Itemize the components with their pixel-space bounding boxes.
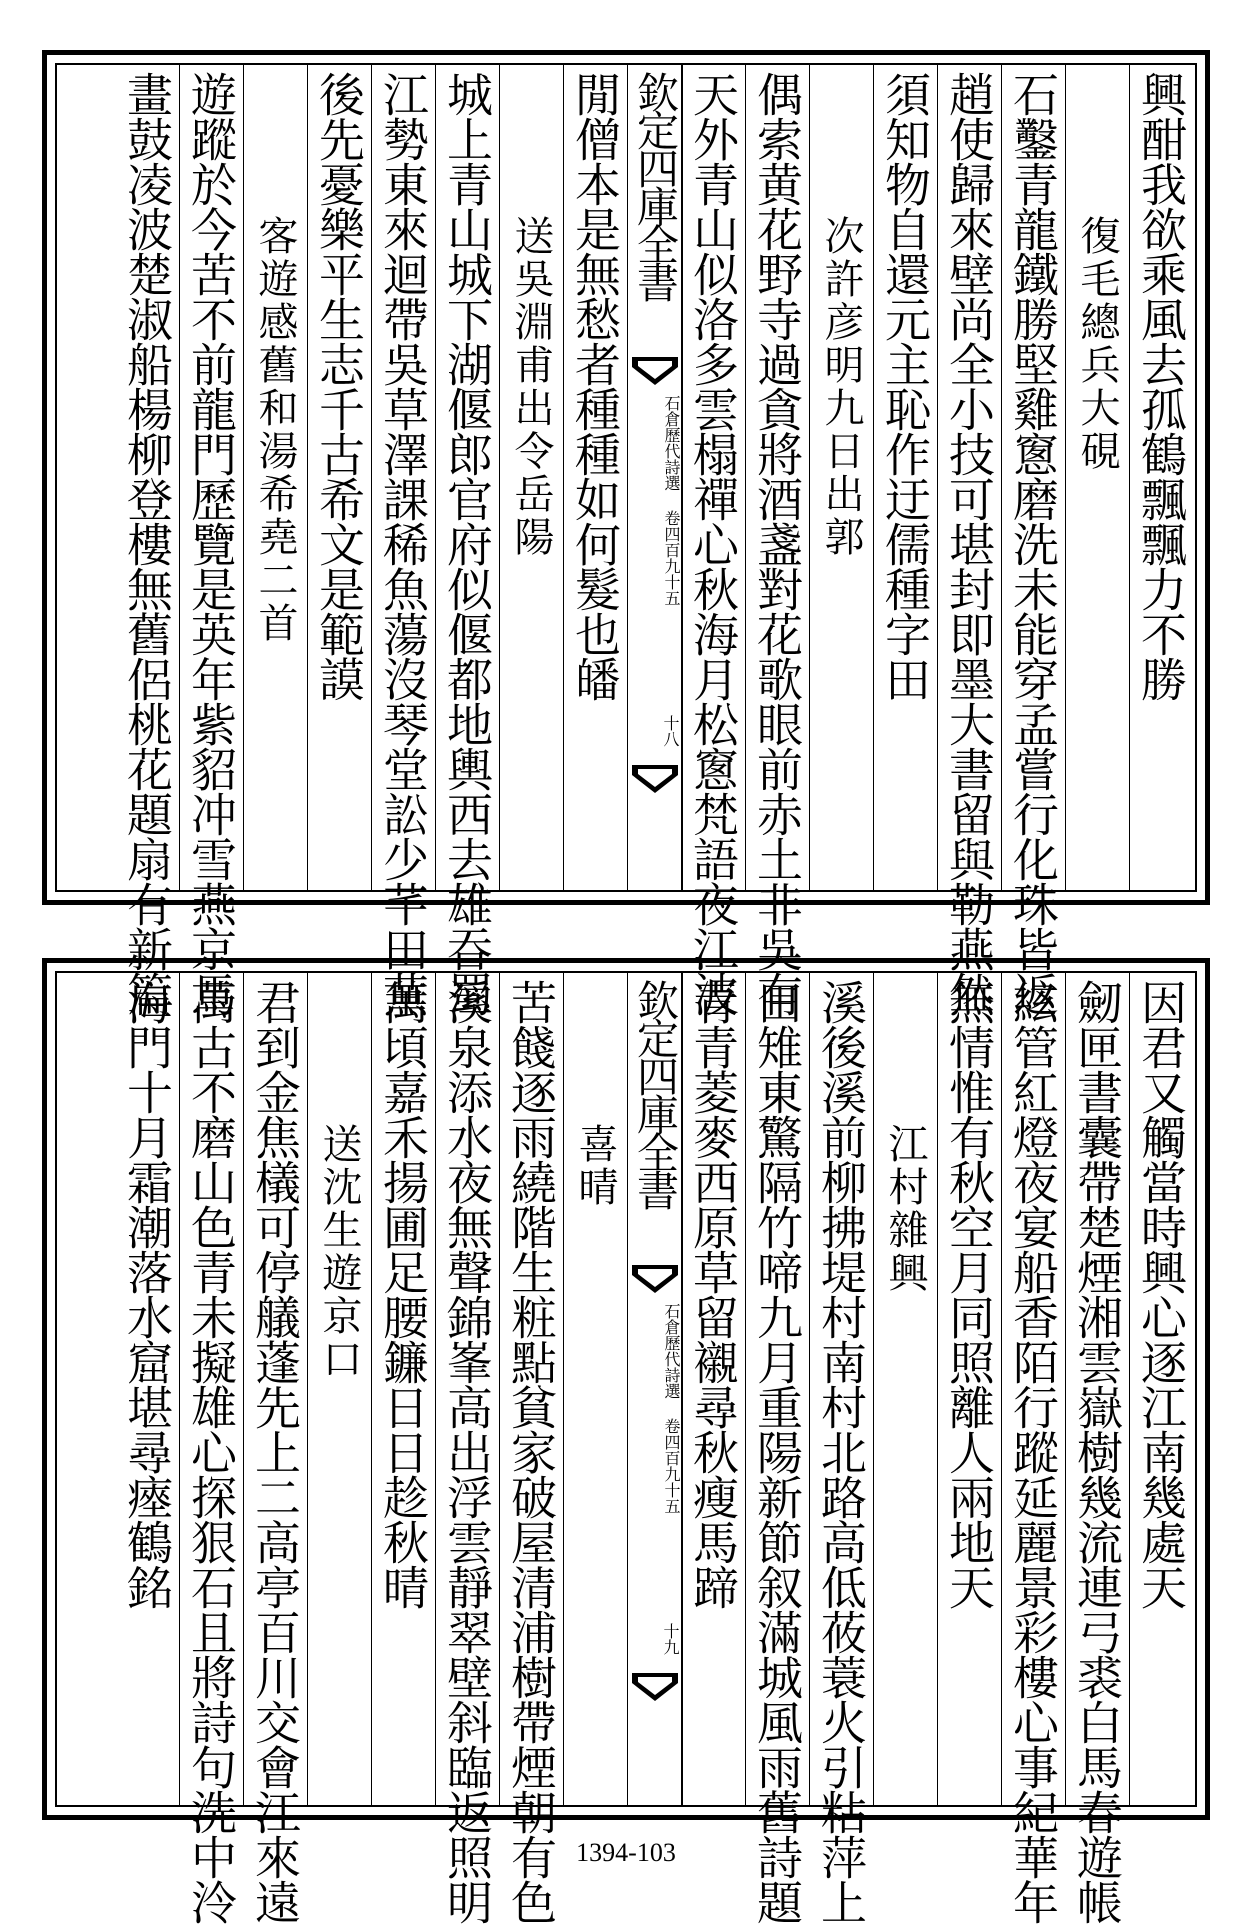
top-page-right-column [1001,65,1065,1016]
poem-title: 客遊感舊和湯希堯二首 [252,215,298,645]
poem-line: 江勢東來迴帶吳草澤課稀魚蕩沒琴堂訟少芊田蕪 [376,71,430,1016]
top-page-right-column [1065,65,1129,890]
top-page-left-column [243,65,307,890]
poem-title: 江村雜興 [882,1123,928,1295]
top-page [42,50,1210,1016]
poem-line: 溪後溪前柳拂堤村南村北路高低莜蓑火引粘萍上 [814,979,868,1924]
poem-line: 天外青山似洛多雲榻禪心秋海月松窻梵語夜江波 [686,71,740,1016]
poem-title: 送吳淵甫出令岳陽 [508,215,554,559]
poem-line: 萬頃嘉禾揚圃足腰鐮日日趁秋晴 [376,979,430,1609]
poem-line: 城上青山城下湖偃郎官府似偃都地輿西去雄吞蜀 [440,71,494,1016]
top-page-left-column [371,65,435,1016]
bottom-page-right-column [681,973,745,1805]
top-page-right-column [873,65,937,890]
bottom-page-left-column [435,973,499,1924]
bottom-page-right-column [1001,973,1065,1924]
poem-line: 偶索黄花野寺過貪將酒盞對花歌眼前赤土非吳有 [750,71,804,1016]
poem-line: 遊蹤於今苦不前龍門歷覽是英年紫貂冲雪燕京馬 [184,71,238,1016]
leaf-number: 十八 [661,715,680,747]
volume-marginal-note: 石倉歷代詩選 卷四百九十五 [662,1303,681,1514]
poem-line: 興酣我欲乘風去孤鶴飄飄力不勝 [1134,71,1188,701]
top-page-right-column [745,65,809,1016]
bottom-page-left-column [499,973,563,1924]
center-fold-column [627,65,683,890]
poem-line: 海門十月霜潮落水窟堪尋瘞鶴銘 [120,979,174,1609]
poem-line: 趙使歸來壁尚全小技可堪封即墨大書留與勒燕然 [942,71,996,1016]
poem-line: 溪泉添水夜無聲錦峯高出浮雲靜翠壁斜臨返照明 [440,979,494,1924]
top-page-left-column [563,65,627,890]
top-page-right-column [809,65,873,890]
volume-marginal-note: 石倉歷代詩選 卷四百九十五 [662,395,681,606]
bottom-page-right-column [873,973,937,1805]
page-number-footer: 1394-103 [576,1838,676,1867]
poem-title: 次許彦明九日出郭 [818,215,864,559]
poem-line: 君到金焦檥可停艤蓬先上二高亭百川交會江來遠 [248,979,302,1924]
poem-line: 畫鼓凌波楚淑船楊柳登樓無舊侶桃花題扇有新篇 [120,71,174,1016]
fish-tail-mark [632,357,678,385]
bottom-page-right-column [1065,973,1129,1924]
bottom-page-left-column [243,973,307,1924]
fish-tail-mark [632,1265,678,1293]
fish-tail-mark [632,765,678,793]
bottom-page-left-column [307,973,371,1805]
book-series-title: 欽定四庫全書 [631,71,680,299]
top-page-left-column [307,65,371,890]
bottom-page-left-column [179,973,243,1924]
fish-tail-mark [632,1673,678,1701]
top-page-right-column [937,65,1001,1016]
top-page-frame [55,63,1197,1016]
poem-line: 苦餞逐雨繞階生粧點貧家破屋清浦樹帶煙朝有色 [504,979,558,1924]
top-page-left-column [179,65,243,1016]
leaf-number: 十九 [661,1623,680,1655]
poem-line: 石鑿青龍鐵勝堅雞窻磨洗未能穿孟嘗行化珠皆返 [1006,71,1060,1016]
top-page-left-column [115,65,179,1016]
poem-line: 須知物自還元主恥作迂儒種字田 [878,71,932,701]
top-page-right-column [1129,65,1193,890]
poem-line: 劒匣書囊帶楚煙湘雲嶽樹幾流連弓裘白馬春遊帳 [1070,979,1124,1924]
poem-line: 因君又觸當時興心逐江南幾處天 [1134,979,1188,1609]
top-page-right-column [681,65,745,1016]
poem-line: 閒僧本是無愁者種種如何髮也皤 [568,71,622,701]
bottom-page-right-column [809,973,873,1924]
bottom-page-right-column [937,973,1001,1805]
bottom-page-right-column [745,973,809,1924]
bottom-page-right-column [1129,973,1193,1805]
poem-line: 青青菱麥西原草留襯尋秋瘦馬蹄 [686,979,740,1609]
bottom-page-left-column [371,973,435,1805]
poem-title: 復毛總兵大硯 [1074,215,1120,473]
poem-line: 田雉東驚隔竹啼九月重陽新節叙滿城風雨舊詩題 [750,979,804,1924]
bottom-page-left-column [563,973,627,1805]
poem-line: 後先憂樂平生志千古希文是範謨 [312,71,366,701]
poem-line: 萬古不磨山色青未擬雄心探狠石且將詩句洗中泠 [184,979,238,1924]
poem-title: 喜晴 [572,1123,618,1209]
top-page-left-column [435,65,499,1016]
poem-title: 送沈生遊京口 [316,1123,362,1381]
top-page-left-column [499,65,563,890]
bottom-page-left-column [115,973,179,1805]
book-series-title: 欽定四庫全書 [631,979,680,1207]
poem-line: 無情惟有秋空月同照離人兩地天 [942,979,996,1609]
center-fold-column [627,973,683,1805]
poem-line: 絃管紅燈夜宴船香陌行蹤延麗景彩樓心事紀華年 [1006,979,1060,1924]
